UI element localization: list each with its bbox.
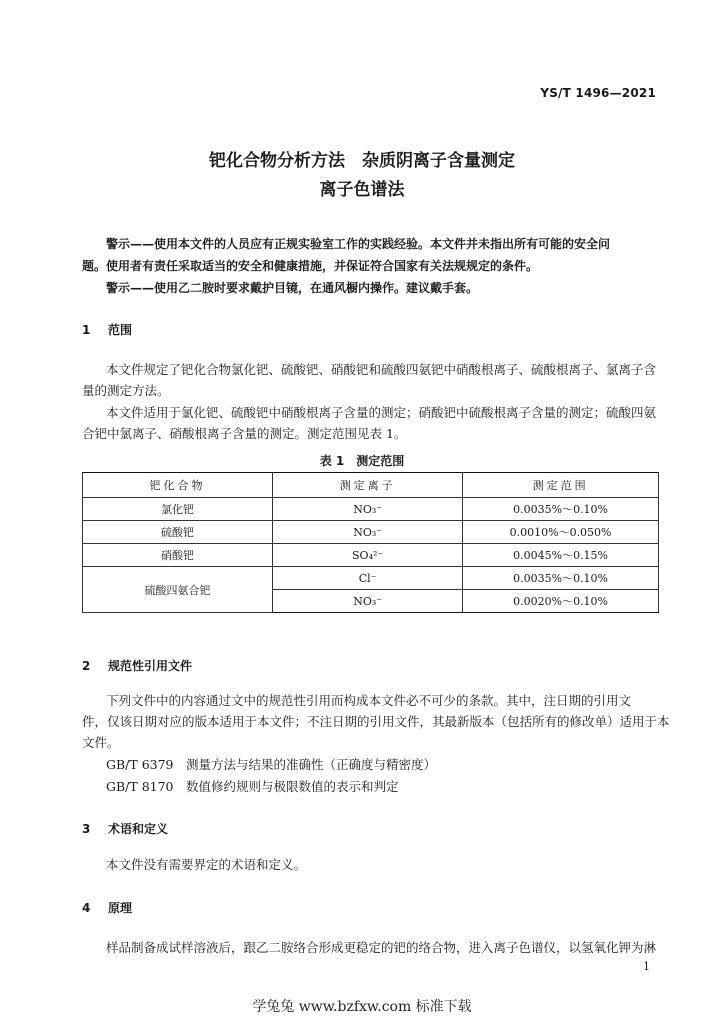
reference-item — [106, 777, 399, 795]
cell-ion: NO₃⁻ — [273, 590, 463, 613]
section-2-heading — [82, 657, 192, 674]
reference-code: GB/T 8170 — [106, 779, 174, 794]
cell-compound: 硫酸钯 — [83, 521, 273, 544]
section-number: 3 — [82, 822, 91, 836]
watermark-text: 学兔兔 www.bzfxw.com 标准下载 — [252, 999, 472, 1015]
cell-ion: Cl⁻ — [273, 567, 463, 590]
cell-range: 0.0035%～0.10% — [463, 567, 659, 590]
cell-compound: 硫酸四氨合钯 — [83, 567, 273, 613]
paragraph-line: 本文件规定了钯化合物氯化钯、硫酸钯、硝酸钯和硫酸四氨钯中硝酸根离子、硫酸根离子、氯离子含 — [106, 362, 657, 377]
cell-range: 0.0020%～0.10% — [463, 590, 659, 613]
cell-range: 0.0045%～0.15% — [463, 544, 659, 567]
section-title: 原理 — [108, 901, 133, 915]
paragraph-line: 本文件没有需要界定的术语和定义。 — [106, 857, 307, 872]
cell-ion: NO₃⁻ — [273, 521, 463, 544]
table-row — [83, 521, 659, 544]
document-title-line2: 离子色谱法 — [319, 180, 405, 200]
cell-range: 0.0010%～0.050% — [463, 521, 659, 544]
section-1-paragraph-1 — [82, 359, 660, 401]
table-row — [83, 498, 659, 521]
table-title: 表 1 测定范围 — [319, 454, 405, 468]
document-title-line1: 钯化合物分析方法 杂质阴离子含量测定 — [209, 151, 515, 171]
document-code: YS/T 1496—2021 — [540, 86, 656, 100]
section-4-paragraph-1 — [82, 937, 660, 958]
paragraph-line: 下列文件中的内容通过文中的规范性引用而构成本文件必不可少的条款。其中，注日期的引用文 — [106, 693, 632, 708]
paragraph-line: 件，仅该日期对应的版本适用于本文件；不注日期的引用文件，其最新版本（包括所有的修改单）适用于本 — [82, 714, 670, 729]
paragraph-line: 本文件适用于氯化钯、硫酸钯中硝酸根离子含量的测定；硝酸钯中硫酸根离子含量的测定；硫酸四氨 — [106, 405, 657, 420]
column-header-compound: 钯化合物 — [83, 473, 273, 498]
section-3-paragraph-1 — [82, 854, 660, 875]
table-header-row — [83, 473, 659, 498]
section-2-paragraph-1 — [82, 690, 670, 753]
section-number: 1 — [82, 323, 91, 337]
section-title: 范围 — [108, 323, 133, 337]
table-row — [83, 567, 659, 590]
warning-2: 警示——使用乙二胺时要求戴护目镜，在通风橱内操作。建议戴手套。 — [106, 281, 479, 295]
section-1-paragraph-2 — [82, 402, 660, 444]
reference-item — [106, 755, 436, 773]
cell-compound: 氯化钯 — [83, 498, 273, 521]
measurement-range-table — [82, 472, 659, 613]
paragraph-line: 文件。 — [82, 735, 120, 750]
cell-ion: NO₃⁻ — [273, 498, 463, 521]
cell-ion: SO₄²⁻ — [273, 544, 463, 567]
warning-1-line1: 警示——使用本文件的人员应有正规实验室工作的实践经验。本文件并未指出所有可能的安全问 — [106, 237, 611, 251]
cell-compound: 硝酸钯 — [83, 544, 273, 567]
reference-title: 测量方法与结果的准确性（正确度与精密度） — [186, 757, 437, 772]
section-number: 2 — [82, 659, 91, 673]
section-1-heading — [82, 321, 132, 338]
section-number: 4 — [82, 901, 91, 915]
warning-1 — [82, 233, 660, 277]
paragraph-line: 量的测定方法。 — [82, 383, 170, 398]
section-4-heading — [82, 899, 132, 916]
section-3-heading — [82, 820, 168, 837]
section-title: 规范性引用文件 — [108, 659, 193, 673]
column-header-ion: 测定离子 — [273, 473, 463, 498]
column-header-range: 测定范围 — [463, 473, 659, 498]
reference-title: 数值修约规则与极限数值的表示和判定 — [186, 779, 399, 794]
paragraph-line: 合钯中氯离子、硝酸根离子含量的测定。测定范围见表 1。 — [82, 426, 407, 441]
cell-range: 0.0035%～0.10% — [463, 498, 659, 521]
reference-code: GB/T 6379 — [106, 757, 174, 772]
section-title: 术语和定义 — [108, 822, 169, 836]
warning-1-line2: 题。使用者有责任采取适当的安全和健康措施，并保证符合国家有关法规规定的条件。 — [82, 259, 539, 273]
paragraph-line: 样品制备成试样溶液后，跟乙二胺络合形成更稳定的钯的络合物，进入离子色谱仪，以氢氧化钾为淋 — [106, 940, 657, 955]
page-number: 1 — [643, 960, 650, 973]
table-row — [83, 544, 659, 567]
